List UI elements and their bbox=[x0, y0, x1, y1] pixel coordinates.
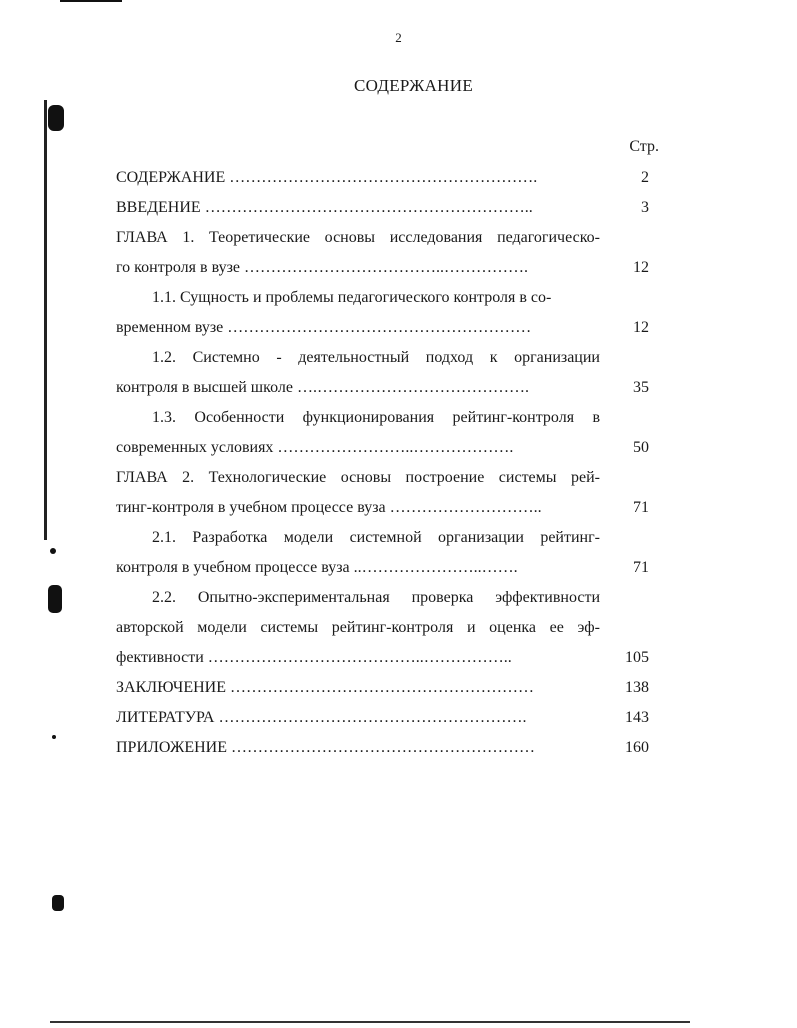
toc-entry-text: 2.1. Разработка модели системной организации рейтинг- bbox=[152, 529, 600, 546]
toc-entry-text: го контроля в вузе ………………………………..……………. bbox=[116, 259, 528, 276]
toc-entry-text: тинг-контроля в учебном процессе вуза ……………………….. bbox=[116, 499, 542, 516]
toc-page-number: 12 bbox=[633, 319, 649, 336]
toc-entry-text: ЗАКЛЮЧЕНИЕ ………………………………………………… bbox=[116, 679, 534, 696]
toc-entry-text: ВВЕДЕНИЕ …………………………………………………….. bbox=[116, 199, 533, 216]
scan-speck bbox=[52, 735, 56, 739]
toc-entry bbox=[116, 586, 661, 616]
toc-entry-text: ПРИЛОЖЕНИЕ ………………………………………………… bbox=[116, 739, 536, 756]
toc-page-number: 71 bbox=[633, 559, 649, 576]
toc-entry bbox=[116, 436, 661, 466]
toc-entry bbox=[116, 346, 661, 376]
toc-entry-text: 1.2. Системно - деятельностный подход к организации bbox=[152, 349, 600, 366]
page-number: 2 bbox=[395, 30, 402, 45]
toc-page-number: 143 bbox=[625, 709, 649, 726]
page-title: СОДЕРЖАНИЕ bbox=[353, 76, 474, 95]
toc-entry-text: контроля в высшей школе ….…………………………………. bbox=[116, 379, 529, 396]
scan-edge-left bbox=[44, 100, 47, 540]
toc-entry bbox=[116, 166, 661, 196]
toc-entry bbox=[116, 736, 661, 766]
toc-entry bbox=[116, 526, 661, 556]
toc-page-number: 3 bbox=[641, 199, 649, 216]
toc-entry bbox=[116, 226, 661, 256]
toc-entry-text: СОДЕРЖАНИЕ …………………………………………………. bbox=[116, 169, 538, 186]
toc-entry-text: современных условиях ……………………..………………. bbox=[116, 439, 514, 456]
toc-page-number: 35 bbox=[633, 379, 649, 396]
toc-entry bbox=[116, 706, 661, 736]
toc-page-number: 138 bbox=[625, 679, 649, 696]
page-column-label: Стр. bbox=[629, 138, 659, 155]
toc-entry-text: ГЛАВА 2. Технологические основы построение системы рей- bbox=[116, 469, 600, 486]
toc-entry-text: авторской модели системы рейтинг-контроля и оценка ее эф- bbox=[116, 619, 600, 636]
toc-page-number: 2 bbox=[641, 169, 649, 186]
scan-speck bbox=[50, 548, 56, 554]
toc-entry bbox=[116, 196, 661, 226]
scan-edge-bottom bbox=[50, 1021, 690, 1023]
toc-entry bbox=[116, 496, 661, 526]
scan-blot bbox=[48, 105, 64, 131]
toc-entry-text: 1.3. Особенности функционирования рейтинг-контроля в bbox=[152, 409, 600, 426]
toc-page-number: 50 bbox=[633, 439, 649, 456]
toc-entry-text: ЛИТЕРАТУРА …………………………………………………. bbox=[116, 709, 527, 726]
scan-blot bbox=[52, 895, 64, 911]
toc-entry bbox=[116, 376, 661, 406]
toc-entry bbox=[116, 316, 661, 346]
toc-entry bbox=[116, 556, 661, 586]
scan-blot bbox=[48, 585, 62, 613]
toc-entry-text: временном вузе ………………………………………………… bbox=[116, 319, 532, 336]
toc-entry-text: фективности …………………………………..…………….. bbox=[116, 649, 512, 666]
toc-entry bbox=[116, 286, 661, 316]
toc-entry-text: контроля в учебном процессе вуза ..…………………..……. bbox=[116, 559, 518, 576]
toc-entry bbox=[116, 616, 661, 646]
table-of-contents bbox=[116, 166, 661, 766]
toc-entry bbox=[116, 256, 661, 286]
toc-page-number: 12 bbox=[633, 259, 649, 276]
toc-page-number: 105 bbox=[625, 649, 649, 666]
toc-page-number: 71 bbox=[633, 499, 649, 516]
toc-entry-text: 1.1. Сущность и проблемы педагогического контроля в со- bbox=[152, 289, 552, 306]
scan-edge-top bbox=[60, 0, 122, 2]
toc-entry bbox=[116, 646, 661, 676]
toc-page-number: 160 bbox=[625, 739, 649, 756]
toc-entry bbox=[116, 466, 661, 496]
toc-entry bbox=[116, 676, 661, 706]
toc-entry-text: 2.2. Опытно-экспериментальная проверка эффективности bbox=[152, 589, 600, 606]
toc-entry bbox=[116, 406, 661, 436]
toc-entry-text: ГЛАВА 1. Теоретические основы исследования педагогическо- bbox=[116, 229, 600, 246]
